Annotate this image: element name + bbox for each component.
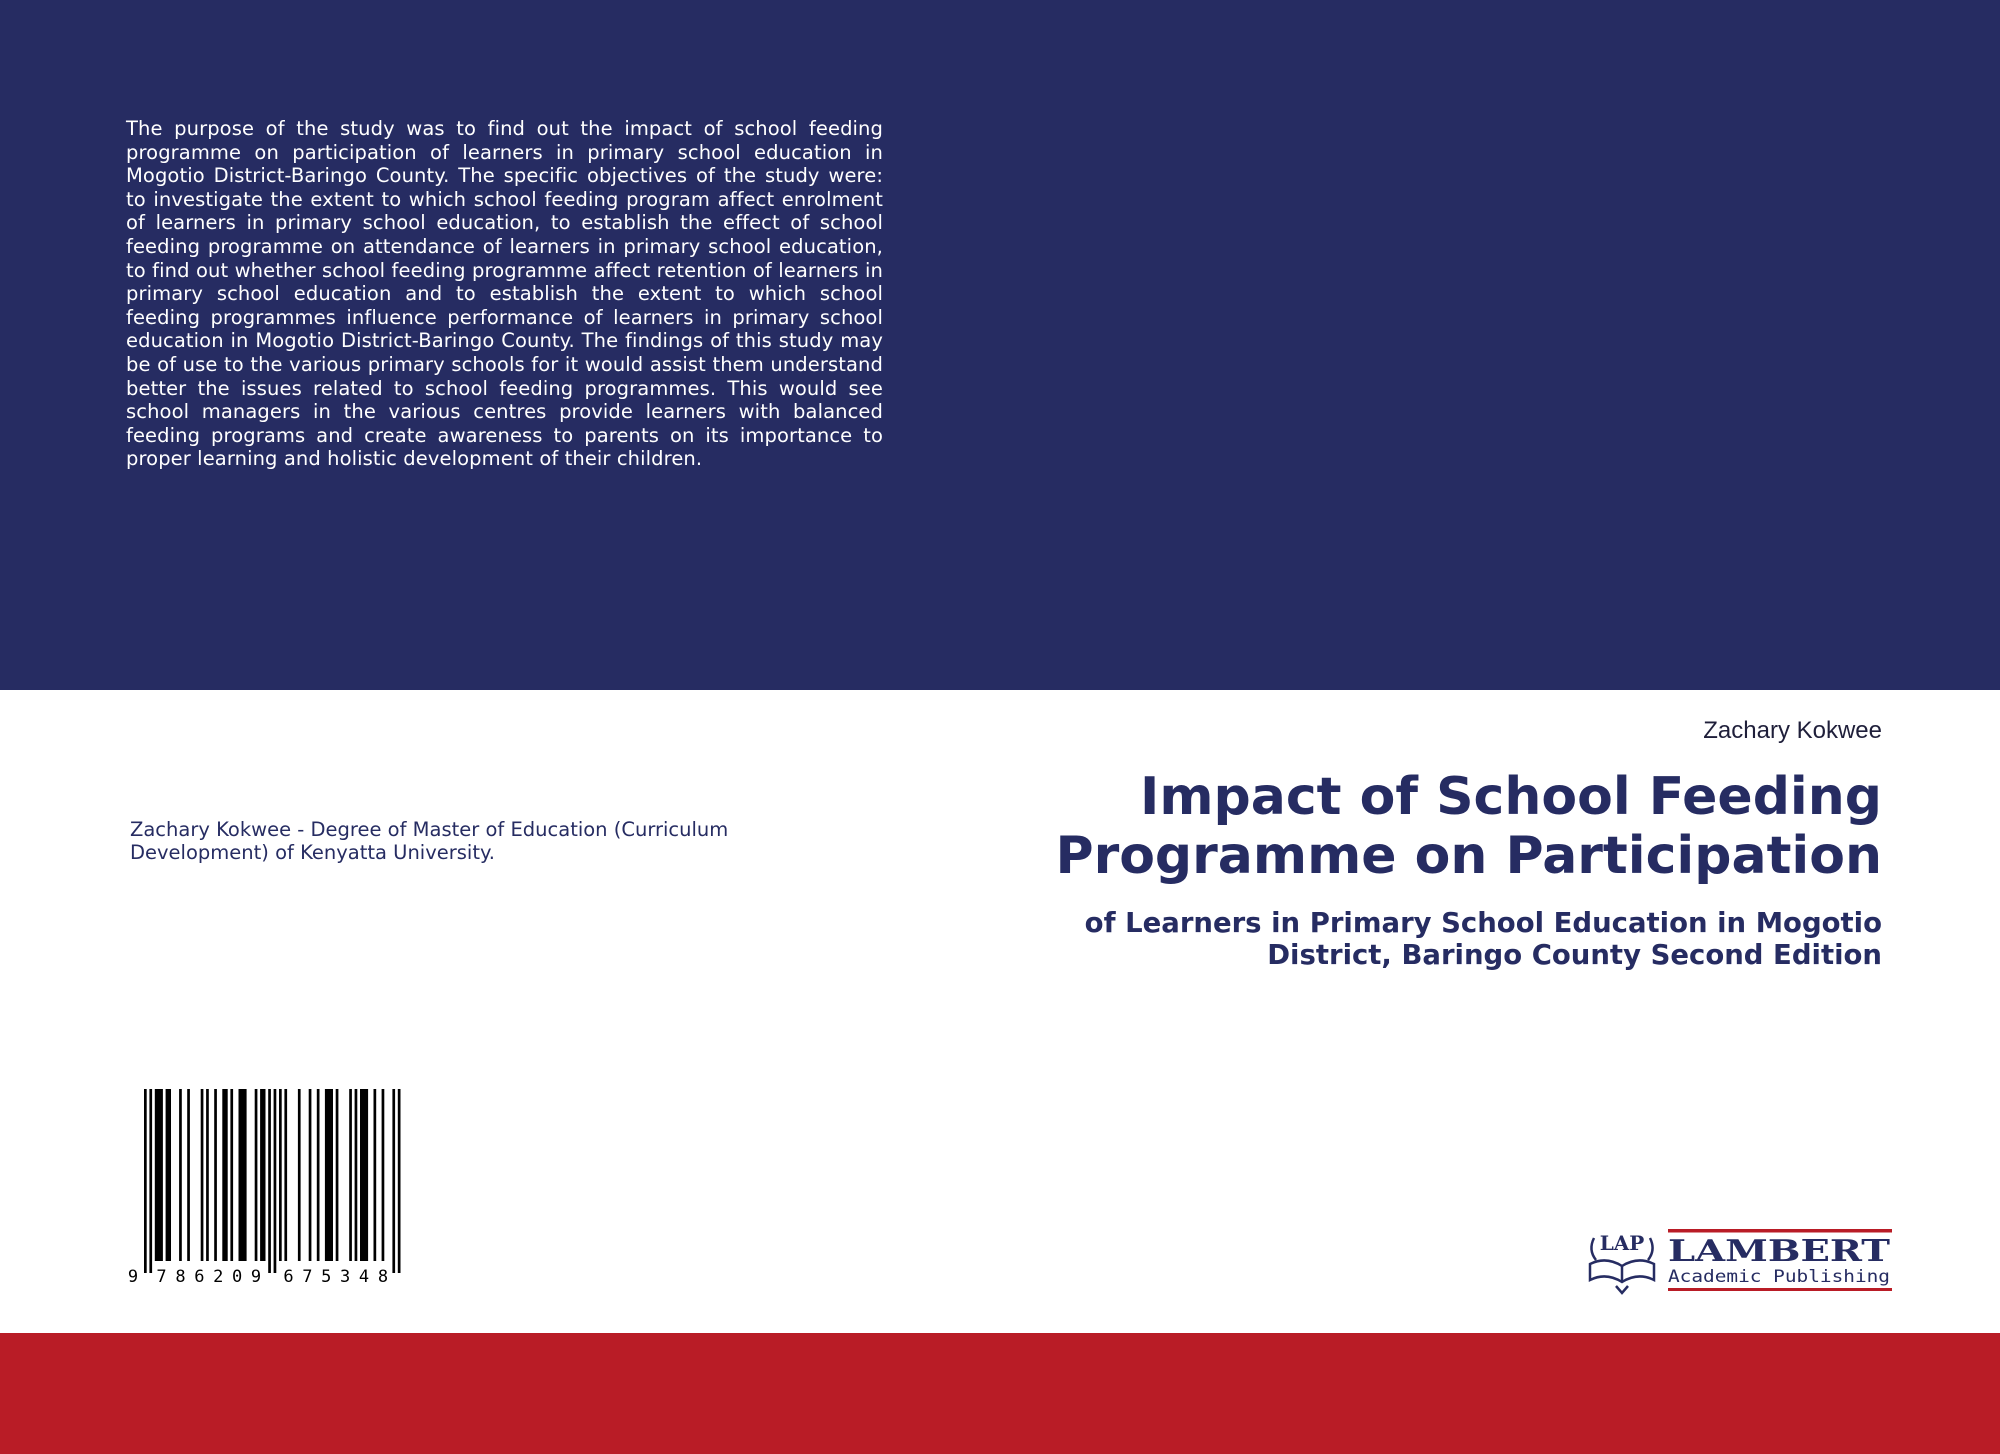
- barcode-bars: [144, 1089, 401, 1273]
- barcode-bar: [166, 1089, 171, 1261]
- barcode-bar: [392, 1089, 395, 1273]
- barcode-bar: [317, 1089, 320, 1261]
- book-title-line-1: Impact of School Feeding: [1140, 767, 1882, 827]
- barcode-bar: [268, 1089, 271, 1273]
- barcode-bar: [214, 1089, 217, 1261]
- barcode-bar: [382, 1089, 385, 1261]
- book-subtitle-line-2: District, Baringo County Second Edition: [1267, 939, 1882, 971]
- barcode-bar: [398, 1089, 401, 1273]
- publisher-tagline: Academic Publishing: [1668, 1267, 1890, 1286]
- barcode-bar: [298, 1089, 301, 1261]
- barcode-bar: [179, 1089, 182, 1261]
- barcode-bar: [230, 1089, 233, 1261]
- book-subtitle-line-1: of Learners in Primary School Education in Mogotio: [1084, 907, 1882, 939]
- barcode-digit: 8: [377, 1267, 389, 1287]
- lap-emblem-text: LAP: [1599, 1231, 1645, 1255]
- barcode-bar: [360, 1089, 368, 1261]
- barcode-bar: [144, 1089, 147, 1273]
- barcode-bar: [260, 1089, 265, 1261]
- publisher-name: LAMBERT: [1668, 1234, 1891, 1269]
- barcode-bar: [336, 1089, 339, 1261]
- barcode-digit: 5: [321, 1267, 332, 1287]
- logo-top-rule: [1668, 1229, 1892, 1233]
- barcode-bar: [201, 1089, 204, 1261]
- barcode-bar: [255, 1089, 258, 1261]
- barcode-digit: 8: [175, 1267, 186, 1287]
- author-bio: Zachary Kokwee - Degree of Master of Education (Curriculum Development) of Kenyatta University.: [130, 818, 729, 864]
- logo-bottom-rule: [1668, 1288, 1892, 1291]
- lambert-publisher-logo: [1580, 1220, 1892, 1296]
- barcode-bar: [309, 1089, 312, 1261]
- barcode-digit: 7: [302, 1267, 313, 1287]
- barcode-digit: 4: [358, 1267, 370, 1287]
- barcode-bar: [279, 1089, 282, 1261]
- barcode-bar: [325, 1089, 333, 1261]
- barcode-digit: 6: [194, 1267, 205, 1287]
- cover-author-name: Zachary Kokwee: [1703, 717, 1882, 744]
- barcode-bar: [374, 1089, 377, 1261]
- barcode-bar: [222, 1089, 227, 1261]
- barcode-bar: [355, 1089, 358, 1261]
- barcode-bar: [284, 1089, 287, 1261]
- book-title-line-2: Programme on Participation: [1055, 826, 1882, 886]
- book-subtitle: [982, 907, 1882, 971]
- barcode-digit: 2: [213, 1267, 224, 1287]
- back-cover-blurb: The purpose of the study was to find out the impact of school feeding programme on participation of learners in primary school education in Mogotio District-Baringo County. The specific objectives of the study were: to investigate the extent to which school feeding program affect enrolment of learners in primary school education, to establish the effect of school feeding programme on attendance of learners in primary school education, to find out whether school feeding programme affect retention of learners in primary school education and to establish the extent to which school feeding programmes influence performance of learners in primary school education in Mogotio District-Baringo County. The findings of this study may be of use to the various primary schools for it would assist them understand better the issues related to school feeding programmes. This would see school managers in the various centres provide learners with balanced feeding programs and create awareness to parents on its importance to proper learning and holistic development of their children.: [126, 117, 883, 471]
- bottom-red-band: [0, 1333, 2000, 1454]
- barcode-digit: 9: [127, 1267, 139, 1287]
- barcode-bar: [239, 1089, 247, 1261]
- barcode-digit: 9: [250, 1267, 262, 1287]
- barcode-digit: 0: [232, 1267, 243, 1287]
- book-title: [982, 768, 1882, 886]
- barcode-bar: [274, 1089, 277, 1273]
- barcode-bar: [149, 1089, 152, 1273]
- barcode-bar: [187, 1089, 190, 1261]
- isbn-barcode: [127, 1089, 457, 1287]
- barcode-digits: [128, 1267, 388, 1287]
- barcode-bar: [206, 1089, 209, 1261]
- barcode-digit: 3: [340, 1267, 351, 1287]
- barcode-digit: 7: [156, 1267, 167, 1287]
- barcode-digit: 6: [283, 1267, 294, 1287]
- barcode-bar: [349, 1089, 352, 1261]
- barcode-bar: [155, 1089, 163, 1261]
